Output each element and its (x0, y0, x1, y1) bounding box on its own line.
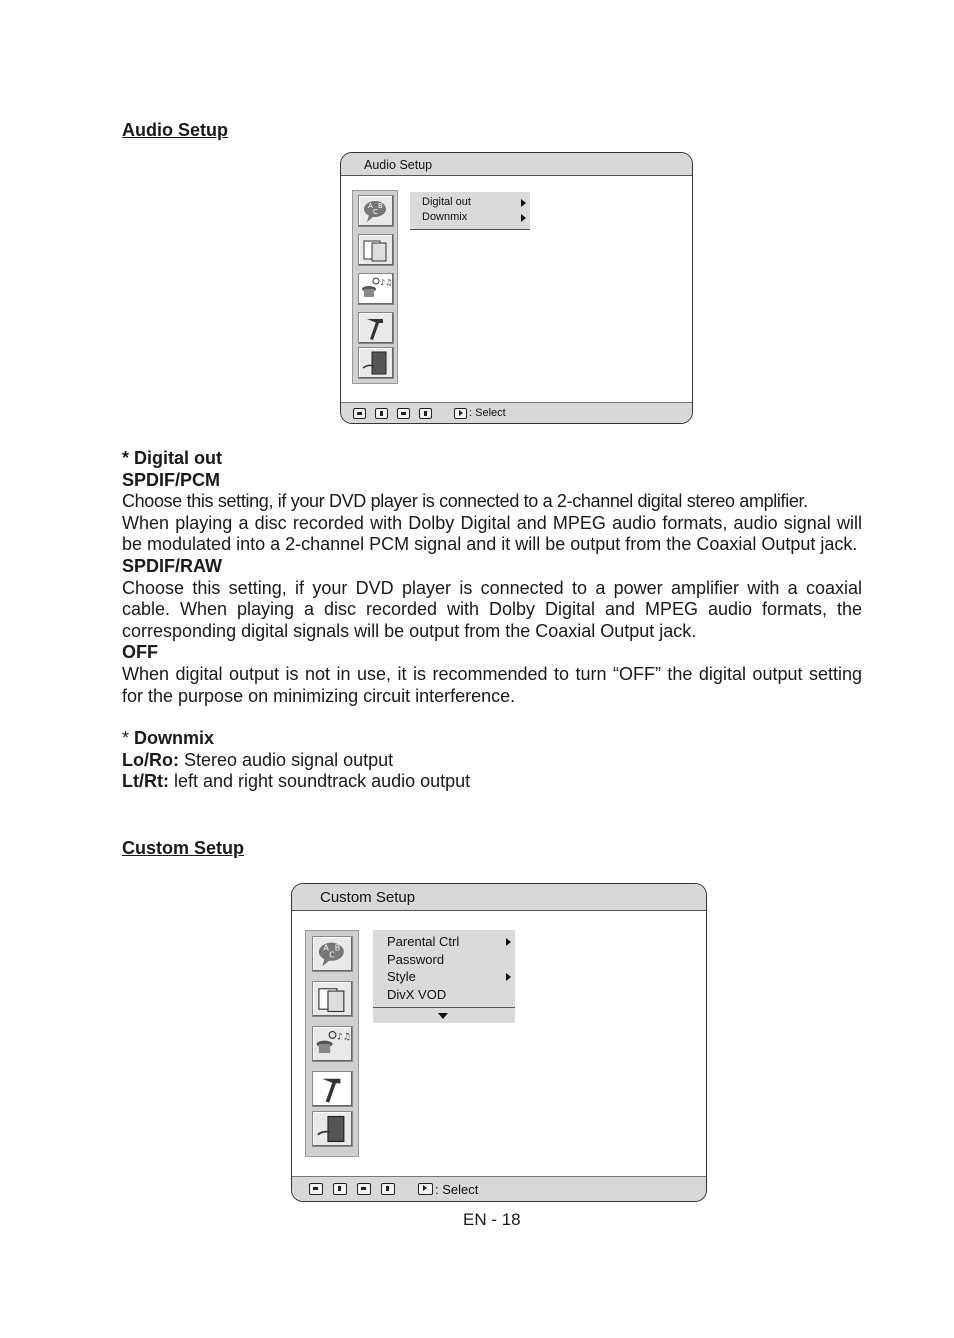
menu-item-label: Password (387, 951, 445, 967)
screen-title: Custom Setup (320, 889, 416, 906)
menu-item-label: DivX VOD (387, 986, 447, 1002)
submenu-arrow-icon (521, 199, 526, 207)
icon-column (305, 930, 359, 1157)
audio-setup-screen (340, 152, 693, 424)
custom-tools-icon[interactable] (358, 312, 394, 344)
submenu-arrow-icon (506, 938, 511, 946)
menu-item-label: Parental Ctrl (387, 934, 460, 949)
custom-setup-screen (291, 883, 707, 1202)
video-icon[interactable] (312, 981, 353, 1017)
svg-text:B: B (378, 202, 383, 210)
screen-title-bar (292, 884, 706, 911)
digital-out-section (122, 448, 862, 793)
language-icon[interactable] (312, 936, 353, 972)
menu-item-label: Style (387, 969, 416, 984)
play-key-icon (454, 408, 467, 419)
screen-bottom-bar (341, 402, 692, 423)
submenu-arrow-icon (521, 214, 526, 222)
screen-title: Audio Setup (364, 158, 433, 172)
spdif-pcm-text1: Choose this setting, if your DVD player is connected to a 2-channel digital stereo amplifier. (122, 491, 808, 512)
svg-text:C: C (373, 208, 378, 216)
lo-ro-text: Stereo audio signal output (178, 749, 394, 770)
audio-icon[interactable] (312, 1026, 353, 1062)
down-key-icon (381, 1183, 395, 1195)
right-key-icon (397, 408, 410, 419)
select-hint: : Select (435, 1181, 479, 1197)
lt-rt-text: left and right soundtrack audio output (168, 771, 471, 792)
lo-ro-line (122, 750, 862, 772)
menu-item-digital-out[interactable] (410, 195, 530, 210)
left-key-icon (353, 408, 366, 419)
right-key-icon (357, 1183, 371, 1195)
downmix-heading (122, 728, 862, 750)
svg-text:A: A (323, 943, 329, 953)
lt-rt-label: Lt/Rt: (122, 771, 169, 792)
scroll-down-icon[interactable] (438, 1013, 448, 1019)
menu-item-label: Downmix (422, 211, 468, 223)
downmix-star: * (122, 728, 135, 749)
downmix-heading-text: Downmix (134, 728, 215, 749)
language-icon[interactable] (358, 195, 394, 227)
video-icon[interactable] (358, 234, 394, 266)
custom-setup-heading: Custom Setup (122, 838, 245, 858)
up-key-icon (375, 408, 388, 419)
screen-title-bar (341, 153, 692, 176)
spdif-raw-text: Choose this setting, if your DVD player is connected to a power amplifier with a coaxial cable. When playing a disc recorded with Dolby Digital and MPEG audio formats, the corresponding digital signals will be output from the Coaxial Output jack. (122, 577, 862, 641)
audio-icon[interactable] (358, 273, 394, 305)
page-number: EN - 18 (463, 1210, 521, 1229)
digital-out-heading: * Digital out (122, 448, 222, 468)
spdif-pcm-label: SPDIF/PCM (122, 469, 221, 490)
play-key-icon (418, 1183, 433, 1195)
lo-ro-label: Lo/Ro: (122, 749, 179, 770)
spdif-pcm-text2: When playing a disc recorded with Dolby Digital and MPEG audio formats, audio signal will be modulated into a 2-channel PCM signal and it will be output from the Coaxial Output jack. (122, 512, 862, 555)
custom-tools-icon[interactable] (312, 1071, 353, 1107)
down-key-icon (419, 408, 432, 419)
icon-column (352, 190, 398, 384)
screen-bottom-bar (292, 1176, 706, 1201)
svg-text:A: A (368, 202, 373, 210)
menu-item-password[interactable] (373, 951, 515, 969)
select-hint: : Select (469, 407, 506, 419)
menu-item-style[interactable] (373, 968, 515, 986)
submenu-arrow-icon (506, 973, 511, 981)
svg-text:C: C (329, 950, 335, 960)
menu-item-parental-ctrl[interactable] (373, 933, 515, 951)
menu-item-divx-vod[interactable] (373, 986, 515, 1004)
spdif-raw-label: SPDIF/RAW (122, 555, 223, 576)
menu-item-label: Digital out (422, 196, 471, 208)
lt-rt-line (122, 771, 862, 793)
svg-text:♪♫: ♪♫ (380, 278, 393, 287)
svg-text:B: B (334, 943, 341, 953)
exit-icon[interactable] (358, 347, 394, 379)
audio-setup-heading: Audio Setup (122, 120, 228, 140)
menu-items (373, 930, 515, 1008)
left-key-icon (309, 1183, 323, 1195)
svg-text:♪♫: ♪♫ (337, 1032, 351, 1043)
up-key-icon (333, 1183, 347, 1195)
exit-icon[interactable] (312, 1111, 353, 1147)
off-label: OFF (122, 642, 158, 663)
off-text: When digital output is not in use, it is recommended to turn “OFF” the digital output setting for the purpose on minimizing circuit interference. (122, 663, 862, 706)
custom-menu (373, 930, 515, 1023)
audio-menu (410, 192, 530, 230)
menu-item-downmix[interactable] (410, 210, 530, 225)
